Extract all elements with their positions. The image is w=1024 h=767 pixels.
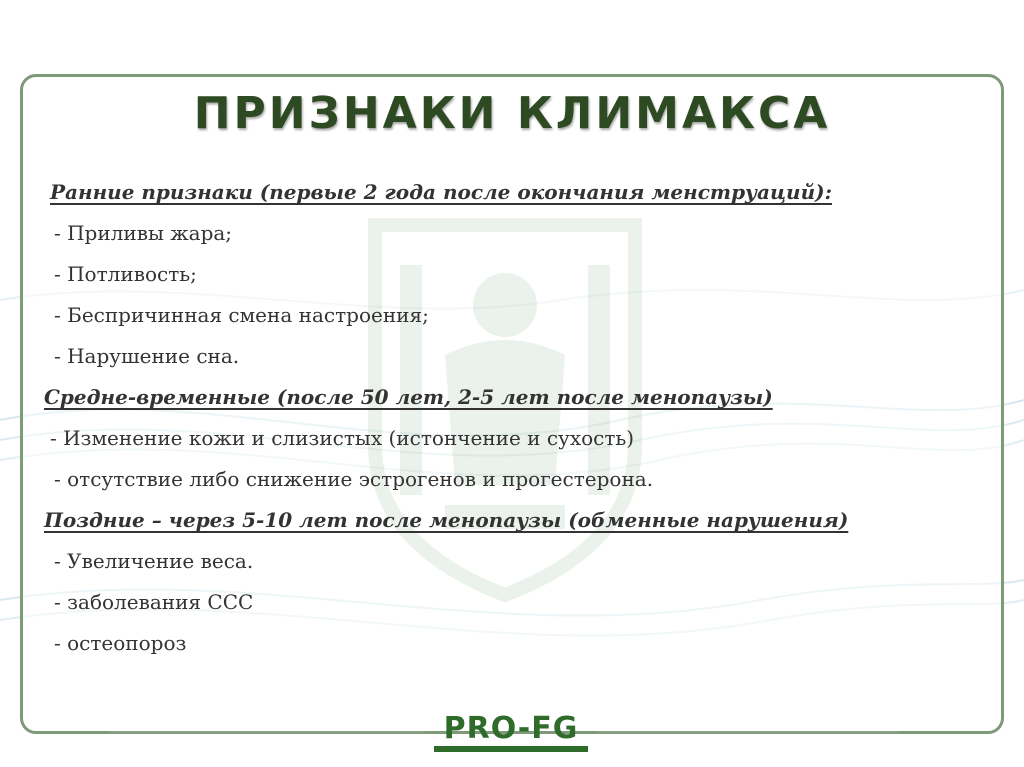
pro-fg-logo [428,712,594,752]
section-heading: Ранние признаки (первые 2 года после окончания менструаций): [50,180,832,204]
footer-divider-right [598,731,898,733]
logo-bar [434,746,588,752]
logo-text: PRO-FG [443,711,579,746]
section-heading: Средне-временные (после 50 лет, 2-5 лет после менопаузы) [44,385,773,409]
page-title: ПРИЗНАКИ КЛИМАКСА [193,88,831,139]
section-heading: Поздние – через 5-10 лет после менопаузы (обменные нарушения) [44,508,849,532]
list-item: - Беспричинная смена настроения; [54,303,429,327]
list-item: - Изменение кожи и слизистых (истончение и сухость) [50,426,635,450]
list-item: - Нарушение сна. [54,344,240,368]
list-item: - отсутствие либо снижение эстрогенов и прогестерона. [54,467,654,491]
list-item: - Потливость; [54,262,197,286]
list-item: - Увеличение веса. [54,549,254,573]
symptoms-list [44,172,984,664]
footer-divider-left [110,731,425,733]
list-item: - остеопороз [54,631,187,655]
list-item: - заболевания ССС [54,590,254,614]
list-item: - Приливы жара; [54,221,233,245]
